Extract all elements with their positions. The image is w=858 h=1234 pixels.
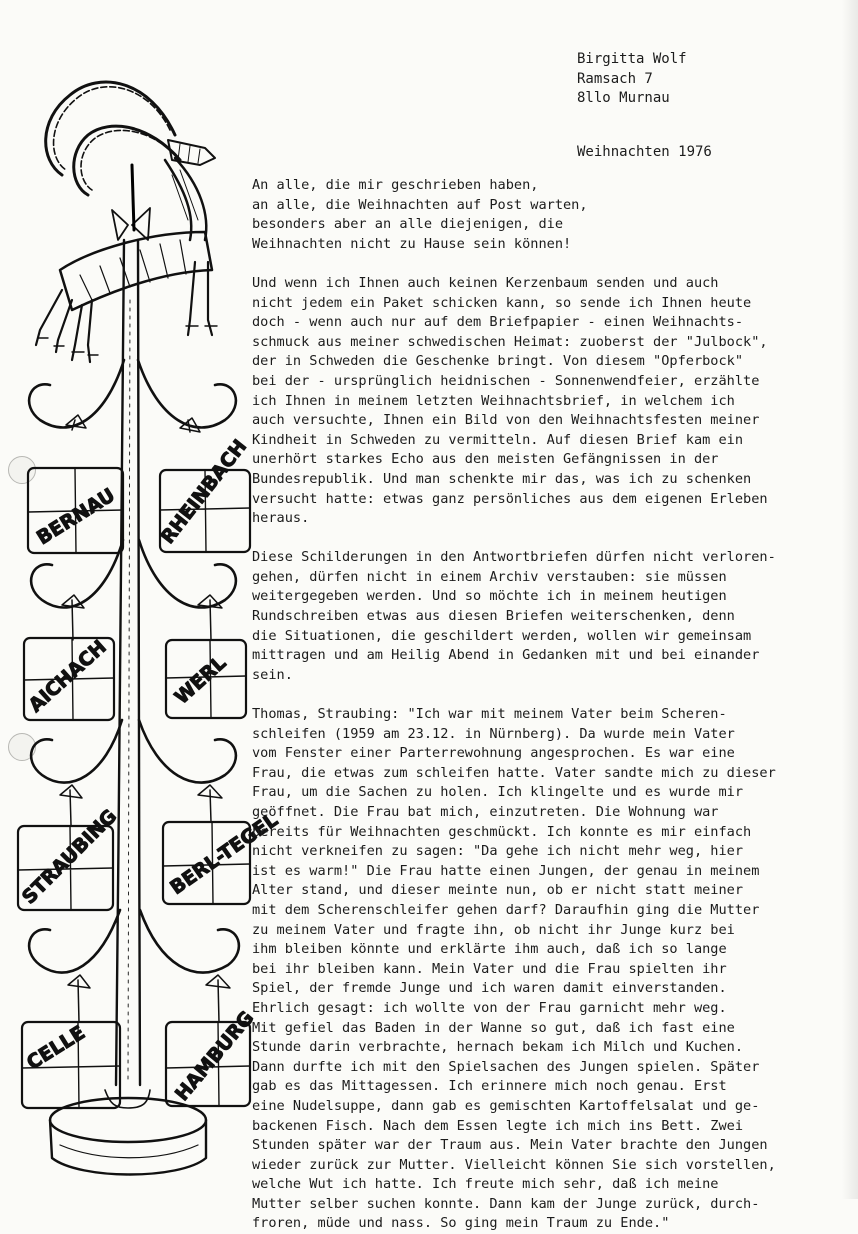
sender-address [577, 50, 687, 109]
text-line: Frau, die etwas zum schleifen hatte. Vater sandte mich zu dieser [252, 764, 776, 781]
greeting-line: An alle, die mir geschrieben haben, [252, 177, 539, 193]
text-line: Ehrlich gesagt: ich wollte von der Frau garnicht mehr weg. [252, 999, 727, 1016]
text-line: doch - wenn auch nur auf dem Briefpapier - einen Weihnachts- [252, 314, 744, 331]
paragraph-purpose [252, 548, 852, 685]
sender-street: Ramsach 7 [577, 70, 653, 87]
text-line: Dann durfte ich mit den Spielsachen des Jungen spielen. Später [252, 1058, 760, 1075]
text-line: ihm bleiben könnte und erklärte ihm auch, daß ich so lange [252, 941, 727, 958]
text-line: ich Ihnen in meinem letzten Weihnachtsbrief, in welchem ich [252, 392, 735, 409]
gift-box-bernau [28, 415, 123, 553]
sender-city: 8llo Murnau [577, 90, 670, 106]
text-line: Diese Schilderungen in den Antwortbriefen dürfen nicht verloren- [252, 549, 776, 566]
text-line: mittragen und am Heilig Abend in Gedanken mit und bei einander [252, 647, 760, 664]
text-line: Stunde darin verbrachte, hernach bekam ich Milch und Kuchen. [252, 1039, 744, 1056]
text-line: Alter stand, und dieser meinte nun, ob er nicht statt meiner [252, 882, 744, 899]
text-line: schleifen (1959 am 23.12. in Nürnberg). Da wurde mein Vater [252, 725, 735, 742]
text-line: Thomas, Straubing: "Ich war mit meinem Vater beim Scheren- [252, 706, 727, 723]
text-line: bereits für Weihnachten geschmückt. Ich konnte es mir einfach [252, 823, 752, 840]
paragraph-intro [252, 274, 852, 529]
tree-trunk [116, 240, 140, 1085]
text-line: gab es das Mittagessen. Ich erinnere mich noch genau. Erst [252, 1078, 727, 1095]
text-line: Frau, um die Sachen zu holen. Ich klingelte und es wurde mir [252, 784, 744, 801]
text-line: Mutter selber suchen konnte. Dann kam der Junge zurück, durch- [252, 1195, 760, 1212]
gift-box-straubing [18, 785, 121, 910]
text-line: Mit gefiel das Baden in der Wanne so gut, daß ich fast eine [252, 1019, 735, 1036]
text-line: versucht hatte: etwas ganz persönliches aus dem eigenen Erleben [252, 490, 768, 507]
text-line: Stunden später war der Traum aus. Mein Vater brachte den Jungen [252, 1137, 768, 1154]
gift-box-label: HAMBURG [170, 1007, 259, 1106]
greeting [252, 176, 852, 254]
tree-base [50, 1090, 206, 1175]
text-line: Kindheit in Schweden zu vermitteln. Auf diesen Brief kam ein [252, 431, 744, 448]
text-line: sein. [252, 666, 293, 683]
gift-box-label: CELLE [22, 1021, 90, 1075]
gift-box-label: RHEINBACH [156, 435, 252, 549]
greeting-line: an alle, die Weihnachten auf Post warten, [252, 196, 588, 213]
gift-box-celle [22, 975, 120, 1108]
text-line: nicht jedem ein Paket schicken kann, so sende ich Ihnen heute [252, 294, 752, 311]
text-line: unerhört starkes Echo aus den meisten Gefängnissen in der [252, 451, 719, 468]
gift-box-hamburg [166, 975, 258, 1106]
julbock-icon [36, 82, 217, 362]
gift-box-aichach [24, 595, 114, 720]
text-line: zu meinem Vater und fragte ihn, ob nicht ihr Junge kurz bei [252, 921, 735, 938]
text-line: Rundschreiben etwas aus diesen Briefen weiterschenken, denn [252, 608, 735, 625]
gift-box-label: AICHACH [24, 636, 111, 717]
text-line: nicht verkneifen zu sagen: "Da gehe ich nicht mehr weg, hier [252, 843, 744, 860]
letter-date: Weihnachten 1976 [577, 144, 712, 160]
text-line: mit dem Scherenschleifer gehen darf? Daraufhin ging die Mutter [252, 901, 760, 918]
text-line: bei ihr bleiben kann. Mein Vater und die Frau spielten ihr [252, 960, 727, 977]
text-line: welche Wut ich hatte. Ich freute mich sehr, daß ich meine [252, 1176, 719, 1193]
text-line: vom Fenster einer Parterrewohnung angesprochen. Es war eine [252, 745, 735, 762]
text-line: backenen Fisch. Nach dem Essen legte ich mich ins Bett. Zwei [252, 1117, 744, 1134]
paragraph-thomas-quote [252, 705, 852, 1234]
text-line: Bundesrepublik. Und man schenkte mir das, was ich zu schenken [252, 470, 752, 487]
text-line: heraus. [252, 510, 310, 527]
text-line: die Situationen, die geschildert werden, wollen wir gemeinsam [252, 627, 752, 644]
gift-box-rheinbach [157, 418, 252, 552]
text-line: ist es warm!" Die Frau hatte einen Jungen, der genau in meinem [252, 862, 760, 879]
text-line: gehen, dürfen nicht in einem Archiv verstauben: sie müssen [252, 568, 727, 585]
text-line: eine Nudelsuppe, dann gab es gemischten Kartoffelsalat und ge- [252, 1097, 760, 1114]
gift-box-werl [166, 595, 246, 718]
greeting-line: Weihnachten nicht zu Hause sein können! [252, 235, 572, 252]
gift-box-label: BERL-TEGEL [166, 808, 283, 900]
text-line: auch versuchte, Ihnen ein Bild von den Weihnachtsfesten meiner [252, 412, 760, 429]
text-line: schmuck aus meiner schwedischen Heimat: zuoberst der "Julbock", [252, 333, 768, 350]
text-line: Spiel, der fremde Junge und ich waren damit einverstanden. [252, 980, 727, 997]
text-line: bei der - ursprünglich heidnischen - Sonnenwendfeier, erzählte [252, 372, 760, 389]
text-line: weitergegeben werden. Und so möchte ich in meinem heutigen [252, 588, 727, 605]
letter-body [252, 176, 852, 1234]
text-line: der in Schweden die Geschenke bringt. Von diesem "Opferbock" [252, 353, 744, 370]
gift-box-label: STRAUBING [17, 805, 122, 909]
sender-name: Birgitta Wolf [577, 51, 687, 67]
text-line: geöffnet. Die Frau bat mich, einzutreten. Die Wohnung war [252, 804, 719, 820]
text-line: froren, müde und nass. So ging mein Traum zu Ende." [252, 1215, 670, 1232]
greeting-line: besonders aber an alle diejenigen, die [252, 216, 563, 233]
text-line: wieder zurück zur Mutter. Vielleicht können Sie sich vorstellen, [252, 1156, 776, 1173]
gift-box-label: WERL [170, 651, 231, 709]
gift-box-label: BERNAU [32, 484, 119, 550]
text-line: Und wenn ich Ihnen auch keinen Kerzenbaum senden und auch [252, 274, 719, 291]
